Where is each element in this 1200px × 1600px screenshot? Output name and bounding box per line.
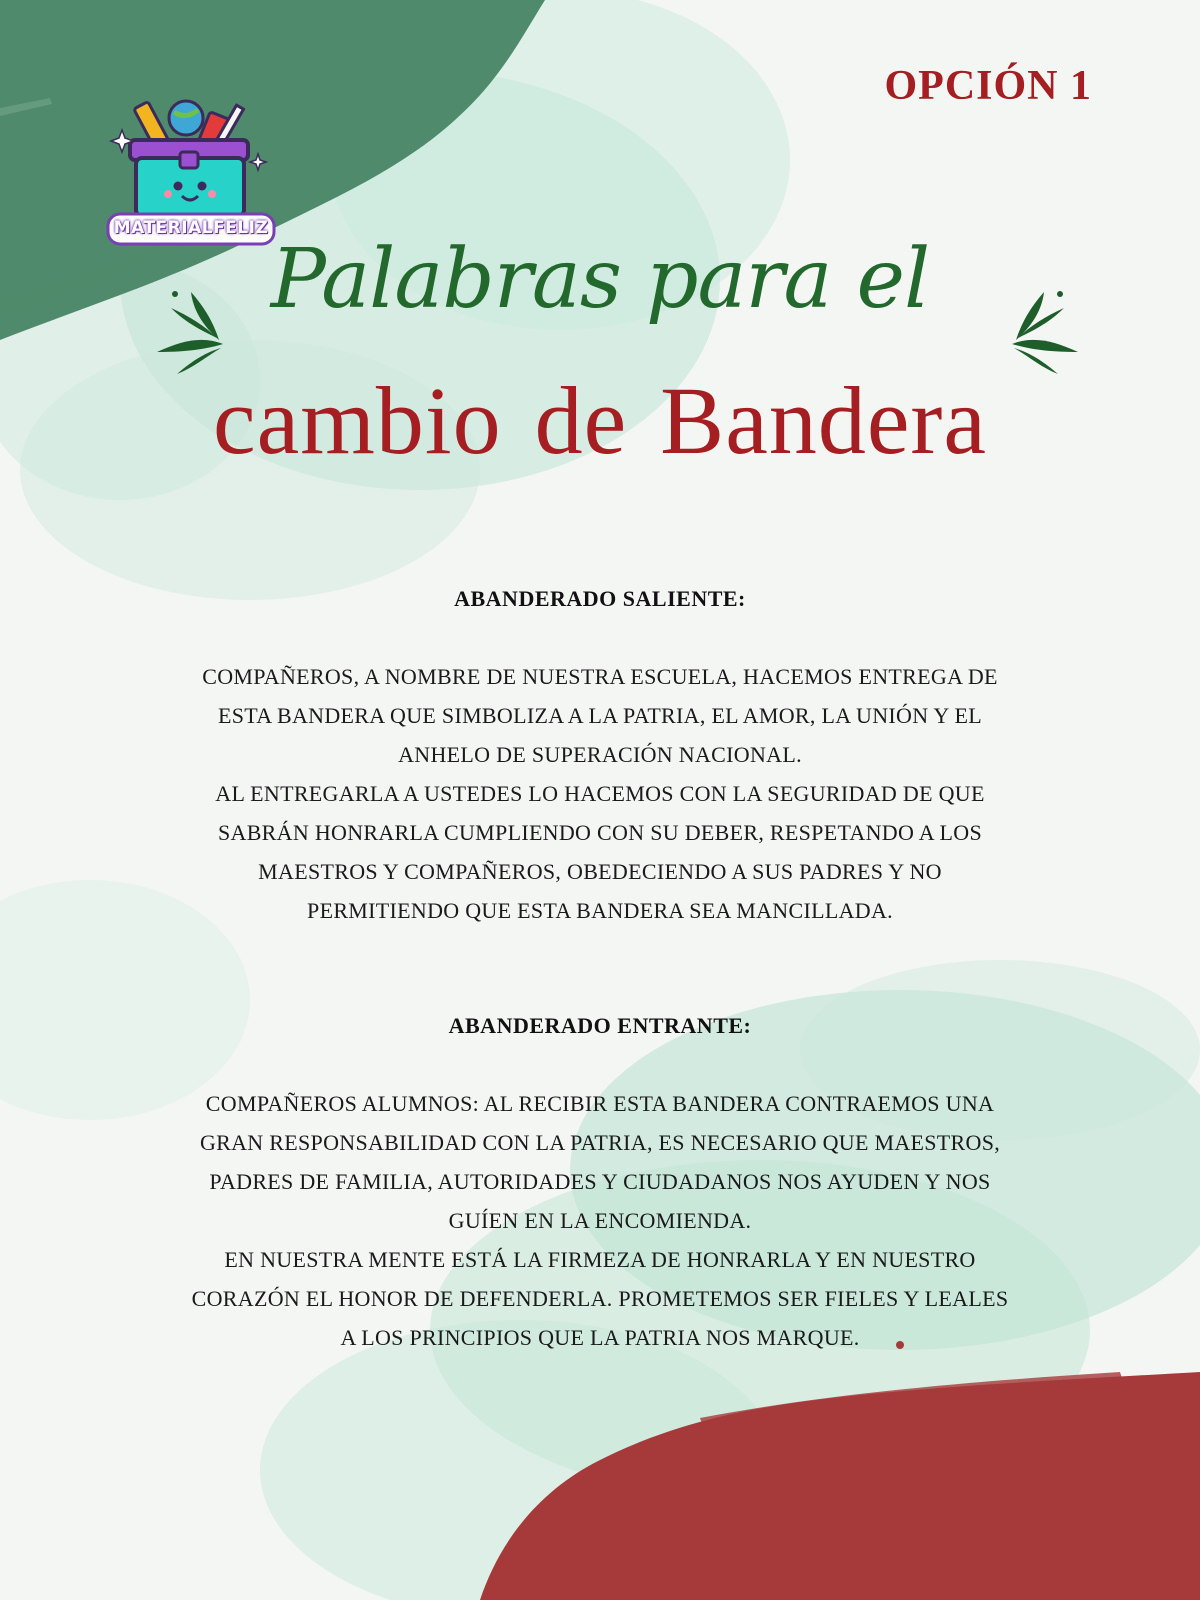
leaf-flourish-icon (1006, 286, 1082, 376)
body-line: COMPAÑEROS, A NOMBRE DE NUESTRA ESCUELA, HACEMOS ENTREGA DE (202, 664, 998, 689)
brand-logo (102, 90, 280, 250)
body-line: A LOS PRINCIPIOS QUE LA PATRIA NOS MARQUE. (340, 1325, 860, 1350)
section-heading-entrante: ABANDERADO ENTRANTE: (448, 1013, 752, 1038)
title-line-1: Palabras para el (270, 232, 930, 327)
body-line: MAESTROS Y COMPAÑEROS, OBEDECIENDO A SUS PADRES Y NO (258, 859, 942, 884)
body-line: ANHELO DE SUPERACIÓN NACIONAL. (398, 742, 802, 767)
logo-wordmark: MATERIALFELIZ (113, 218, 269, 238)
body-line: GUÍEN EN LA ENCOMIENDA. (448, 1208, 752, 1233)
section-heading-saliente: ABANDERADO SALIENTE: (454, 586, 746, 611)
body-line: COMPAÑEROS ALUMNOS: AL RECIBIR ESTA BANDERA CONTRAEMOS UNA (205, 1091, 995, 1116)
title-line-2: cambio de Bandera (213, 367, 987, 474)
body-line: ESTA BANDERA QUE SIMBOLIZA A LA PATRIA, EL AMOR, LA UNIÓN Y EL (217, 703, 983, 728)
option-label: OPCIÓN 1 (884, 63, 1092, 109)
body-line: EN NUESTRA MENTE ESTÁ LA FIRMEZA DE HONRARLA Y EN NUESTRO (224, 1247, 976, 1272)
body-line: PERMITIENDO QUE ESTA BANDERA SEA MANCILLADA. (307, 898, 893, 923)
body-line: AL ENTREGARLA A USTEDES LO HACEMOS CON LA SEGURIDAD DE QUE (215, 781, 985, 806)
body-line: PADRES DE FAMILIA, AUTORIDADES Y CIUDADANOS NOS AYUDEN Y NOS (209, 1169, 991, 1194)
section-body-entrante (150, 1084, 1050, 1357)
body-line: GRAN RESPONSABILIDAD CON LA PATRIA, ES NECESARIO QUE MAESTROS, (199, 1130, 1001, 1155)
body-line: CORAZÓN EL HONOR DE DEFENDERLA. PROMETEMOS SER FIELES Y LEALES (191, 1286, 1009, 1311)
body-line: SABRÁN HONRARLA CUMPLIENDO CON SU DEBER, RESPETANDO A LOS (217, 820, 983, 845)
section-body-saliente (150, 657, 1050, 930)
